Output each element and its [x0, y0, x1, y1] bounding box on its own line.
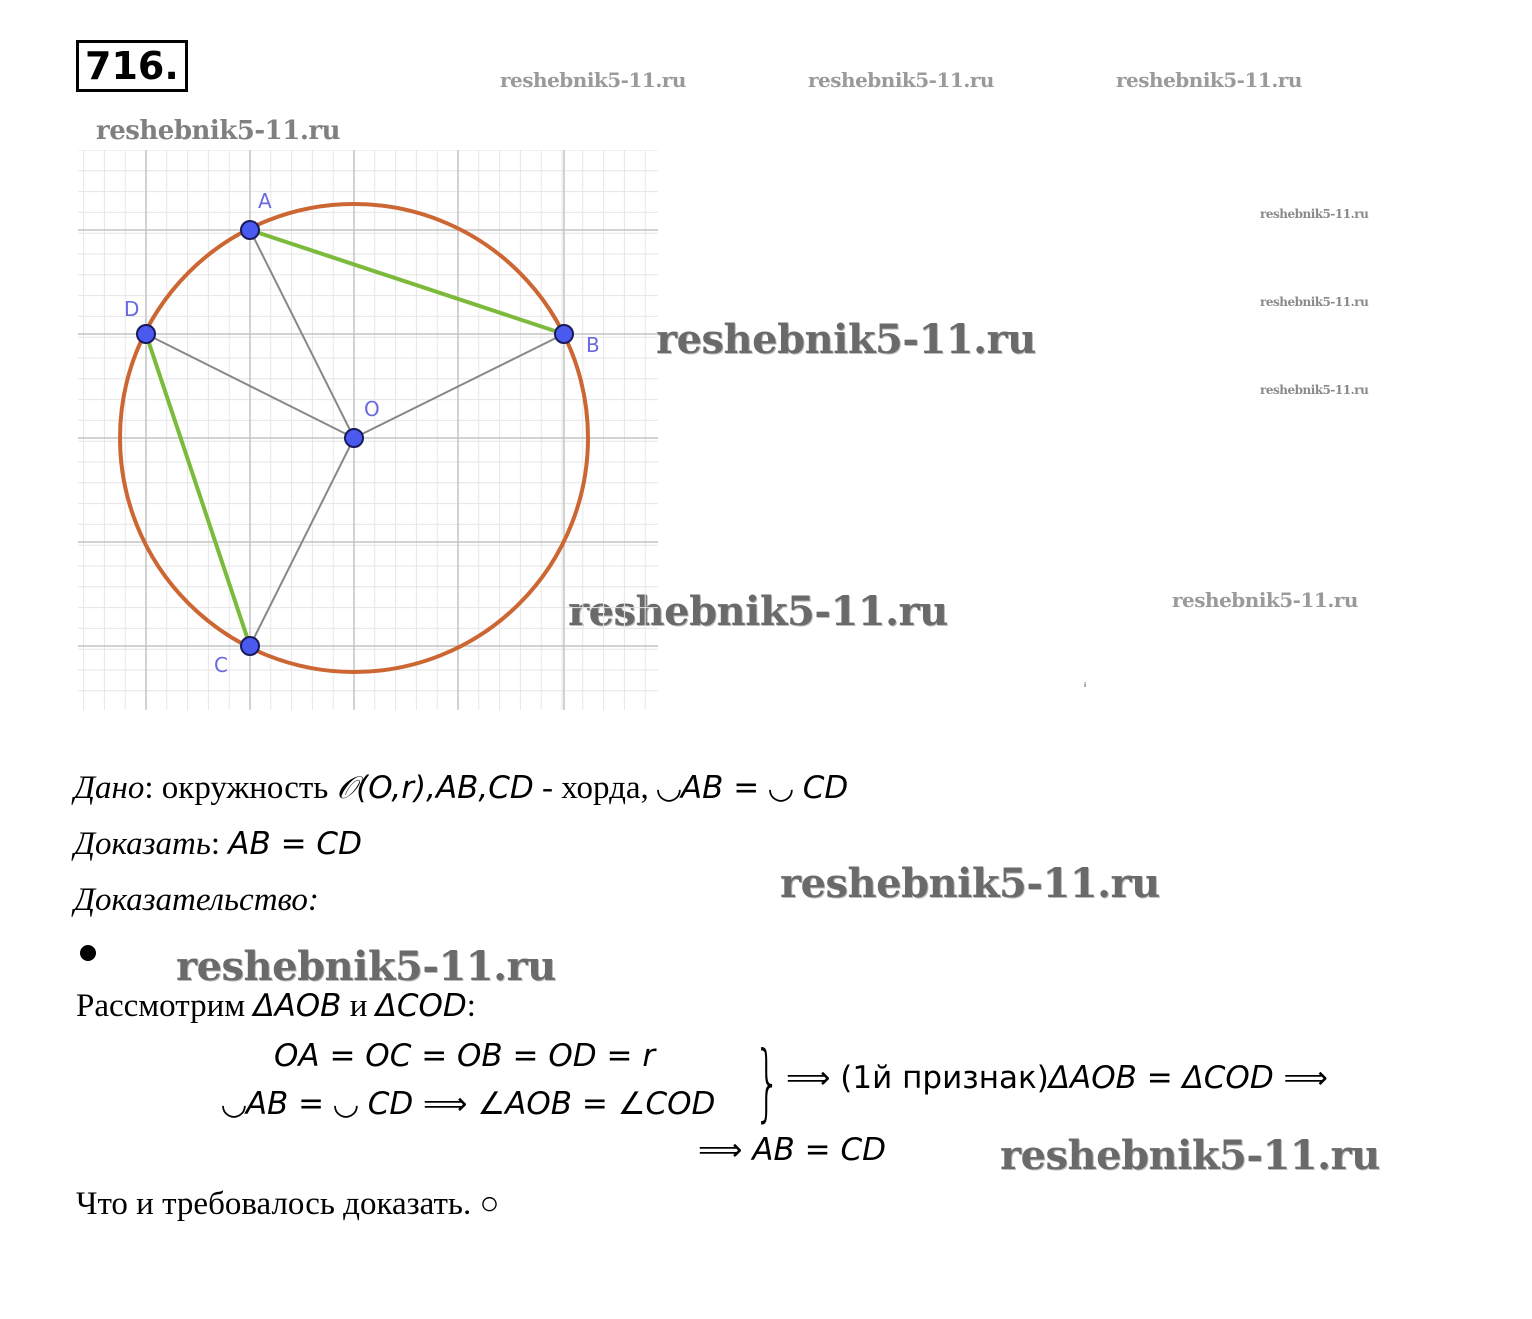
- given-text2: - хорда,: [533, 770, 658, 806]
- problem-number: 716.: [76, 40, 188, 92]
- prove-line: [74, 826, 362, 863]
- triangle-cod: ΔCOD: [375, 988, 467, 1024]
- label-a: A: [258, 189, 272, 213]
- given-line: [74, 770, 848, 807]
- criterion-reason: (1й признак): [830, 1060, 1049, 1096]
- system-line-1: OA = OC = OB = OD = r: [274, 1038, 656, 1074]
- watermark: reshebnik5-11.ru: [176, 943, 556, 990]
- given-colon: :: [144, 770, 154, 806]
- given-label: Дано: [74, 770, 145, 806]
- watermark: reshebnik5-11.ru: [1000, 1132, 1380, 1179]
- proof-label: Доказательство:: [74, 882, 319, 918]
- watermark: reshebnik5-11.ru: [1172, 588, 1358, 612]
- circle-figure: [78, 150, 658, 710]
- consider-and: и: [341, 988, 376, 1024]
- watermark: reshebnik5-11.ru: [808, 68, 994, 92]
- chord-cd: [146, 334, 250, 646]
- triangle-aob: ΔAOB: [253, 988, 342, 1024]
- point-d: [137, 325, 155, 343]
- watermark: reshebnik5-11.ru: [1260, 207, 1369, 221]
- prove-colon: :: [210, 826, 221, 862]
- prove-math: AB = CD: [228, 826, 362, 862]
- point-b: [555, 325, 573, 343]
- radius-ob: [354, 334, 564, 438]
- chord-ab: [250, 230, 564, 334]
- stray-mark: ⁱ: [1084, 680, 1087, 694]
- point-c: [241, 637, 259, 655]
- point-a: [241, 221, 259, 239]
- given-arcs: ◡AB = ◡ CD: [657, 770, 849, 806]
- prove-label: Доказать: [74, 826, 211, 862]
- consider-line: [76, 988, 476, 1025]
- watermark: reshebnik5-11.ru: [656, 316, 1036, 363]
- conclusion-line-1: [786, 1060, 1328, 1097]
- bullet: [80, 945, 96, 961]
- implies-arrow: ⟹: [786, 1060, 831, 1096]
- point-o: [345, 429, 363, 447]
- label-c: C: [214, 653, 228, 677]
- watermark: reshebnik5-11.ru: [500, 68, 686, 92]
- watermark: reshebnik5-11.ru: [1260, 295, 1369, 309]
- watermark: reshebnik5-11.ru: [96, 116, 341, 146]
- label-d: D: [124, 297, 140, 321]
- watermark: reshebnik5-11.ru: [568, 588, 948, 635]
- given-math: 𝒪(O,r),AB,CD: [336, 770, 534, 806]
- watermark: reshebnik5-11.ru: [1116, 68, 1302, 92]
- triangles-equal: ΔAOB = ΔCOD ⟹: [1048, 1060, 1328, 1096]
- conclusion-line-2: ⟹ AB = CD: [698, 1132, 886, 1168]
- consider-colon: :: [466, 988, 476, 1024]
- system-brace: }: [754, 1033, 781, 1131]
- consider-text: Рассмотрим: [76, 988, 254, 1024]
- system-line-2: ◡AB = ◡ CD ⟹ ∠AOB = ∠COD: [222, 1086, 716, 1122]
- qed-line: Что и требовалось доказать. ○: [76, 1186, 500, 1222]
- label-b: B: [586, 333, 600, 357]
- given-text: окружность: [153, 770, 337, 806]
- label-o: O: [364, 397, 380, 421]
- watermark: reshebnik5-11.ru: [1260, 383, 1369, 397]
- watermark: reshebnik5-11.ru: [780, 860, 1160, 907]
